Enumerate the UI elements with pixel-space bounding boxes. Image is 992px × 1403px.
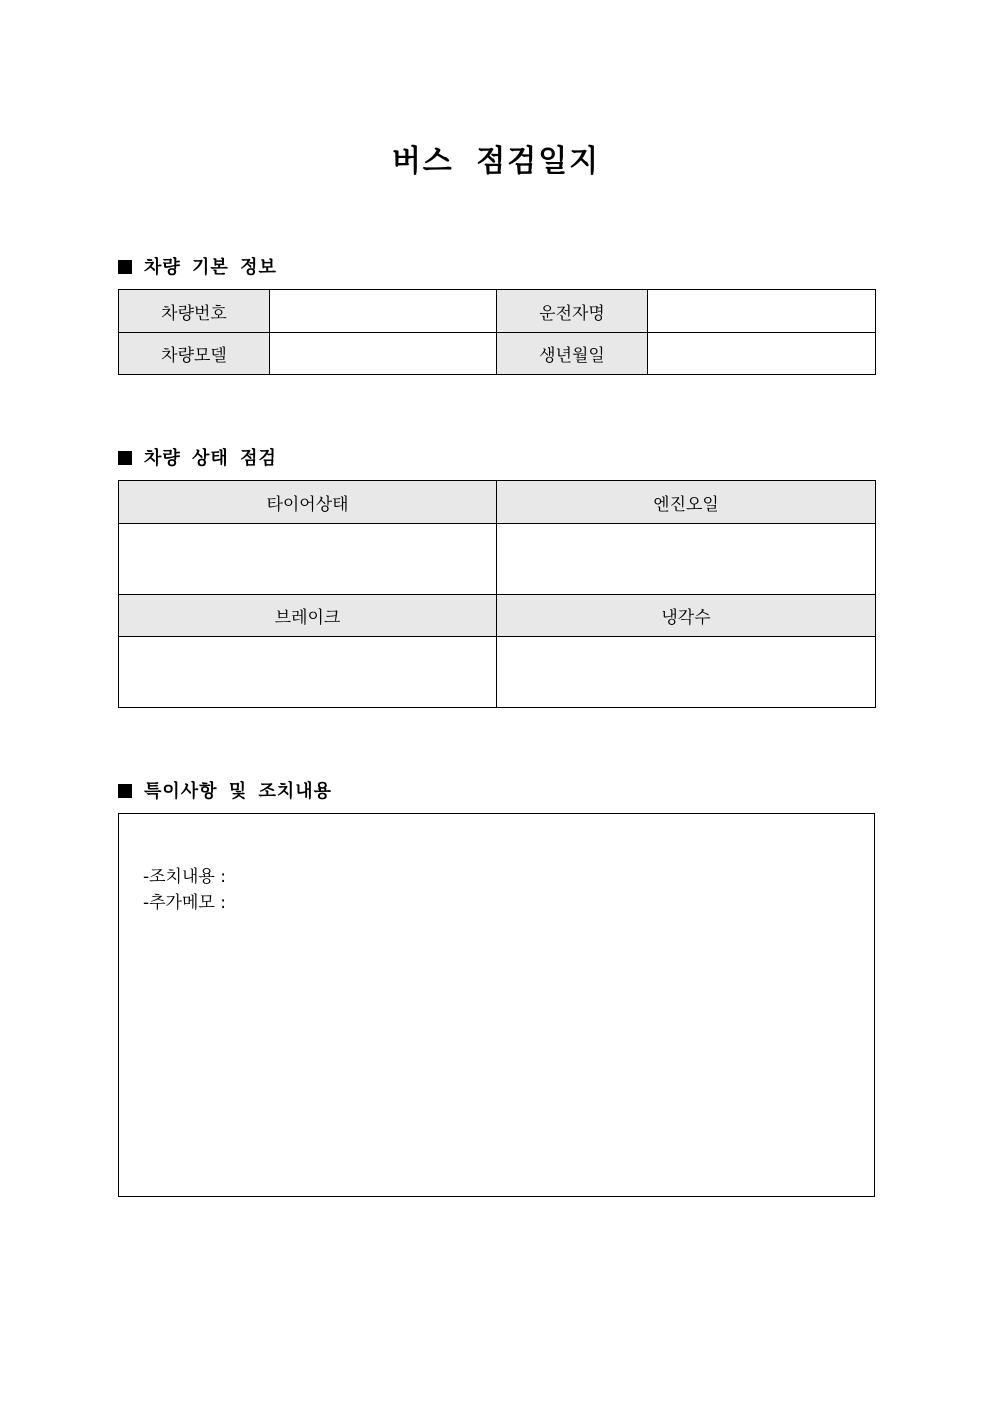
driver-name-label: 운전자명 <box>497 290 648 333</box>
engine-oil-label: 엔진오일 <box>497 481 876 524</box>
vehicle-model-field[interactable] <box>270 333 497 375</box>
table-row <box>119 290 876 333</box>
vehicle-number-field[interactable] <box>270 290 497 333</box>
table-row <box>119 637 876 708</box>
section-heading-label: 차량 기본 정보 <box>144 257 277 278</box>
engine-oil-field[interactable] <box>497 524 876 595</box>
driver-name-field[interactable] <box>648 290 876 333</box>
table-row <box>119 595 876 637</box>
tire-condition-field[interactable] <box>119 524 497 595</box>
table-row <box>119 524 876 595</box>
square-bullet-icon <box>118 784 132 798</box>
additional-memo-line: -추가메모 : <box>143 893 226 913</box>
square-bullet-icon <box>118 451 132 465</box>
birth-date-field[interactable] <box>648 333 876 375</box>
action-taken-line: -조치내용 : <box>143 867 226 887</box>
section-heading-label: 차량 상태 점검 <box>144 448 277 469</box>
birth-date-label: 생년월일 <box>497 333 648 375</box>
notes-box[interactable] <box>118 813 875 1197</box>
vehicle-number-label: 차량번호 <box>119 290 270 333</box>
basic-info-table <box>118 289 876 375</box>
section-heading-notes <box>118 777 332 803</box>
condition-check-table <box>118 480 876 708</box>
brake-field[interactable] <box>119 637 497 708</box>
coolant-field[interactable] <box>497 637 876 708</box>
page-title: 버스 점검일지 <box>391 144 601 179</box>
section-heading-label: 특이사항 및 조치내용 <box>144 781 333 802</box>
section-heading-condition-check <box>118 444 277 470</box>
square-bullet-icon <box>118 260 132 274</box>
brake-label: 브레이크 <box>119 595 497 637</box>
vehicle-model-label: 차량모델 <box>119 333 270 375</box>
table-row <box>119 481 876 524</box>
tire-condition-label: 타이어상태 <box>119 481 497 524</box>
table-row <box>119 333 876 375</box>
section-heading-basic-info <box>118 253 277 279</box>
coolant-label: 냉각수 <box>497 595 876 637</box>
